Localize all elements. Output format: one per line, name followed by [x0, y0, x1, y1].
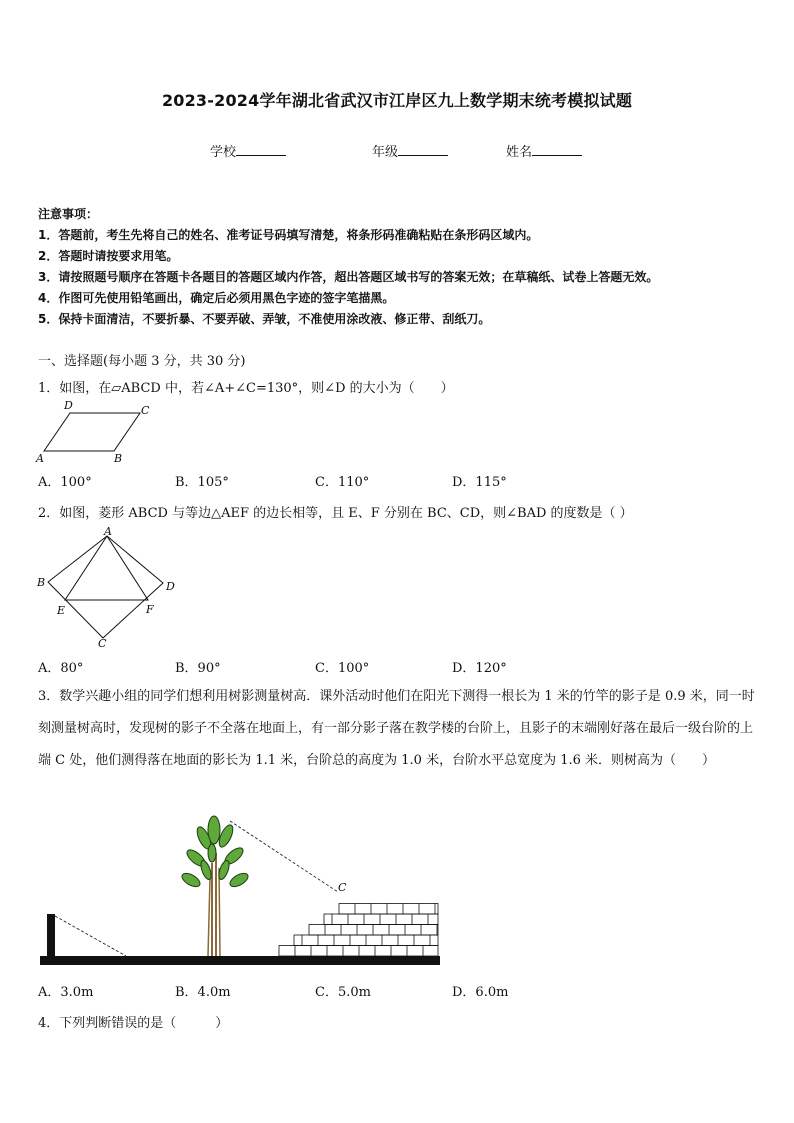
label-d: D: [166, 580, 175, 593]
option-d[interactable]: D．115°: [452, 475, 507, 490]
option-a[interactable]: A．3.0m: [38, 985, 94, 1000]
option-c[interactable]: C．5.0m: [315, 985, 371, 1000]
option-c[interactable]: C．110°: [315, 475, 370, 490]
label-a: A: [104, 526, 112, 538]
label-e: E: [57, 604, 66, 617]
staircase: [279, 904, 438, 957]
label-b: B: [37, 576, 46, 589]
rhombus-figure: [34, 526, 184, 650]
section-heading: 一、选择题(每小题 3 分，共 30 分): [38, 354, 246, 369]
name-field: [506, 141, 582, 160]
question-4-text: 4．下列判断错误的是（ ）: [38, 1016, 229, 1031]
note-item: 3．请按照题号顺序在答题卡各题目的答题区域内作答，超出答题区域书写的答案无效；在草稿纸、试卷上答题无效。: [38, 270, 659, 284]
school-blank: [236, 143, 286, 156]
label-a: A: [36, 452, 44, 464]
option-d[interactable]: D．120°: [452, 661, 507, 676]
question-2-text: 2．如图，菱形 ABCD 与等边△AEF 的边长相等，且 E、F 分别在 BC、CD，则∠BAD 的度数是（ ）: [38, 506, 633, 521]
ground: [40, 956, 440, 965]
triangle-aef: [65, 536, 148, 600]
grade-blank: [398, 143, 448, 156]
label-d: D: [64, 399, 73, 412]
option-a[interactable]: A．80°: [38, 661, 84, 676]
label-c: C: [98, 637, 107, 650]
option-c[interactable]: C．100°: [315, 661, 370, 676]
tree-shadow-ray: [230, 821, 338, 892]
question-1-text: 1．如图，在▱ABCD 中，若∠A+∠C=130°，则∠D 的大小为（ ）: [38, 381, 454, 396]
name-blank: [532, 143, 582, 156]
school-field: [210, 141, 286, 160]
question-3-text: 3．数学兴趣小组的同学们想利用树影测量树高．课外活动时他们在阳光下测得一根长为 1 米的竹竿的影子是 0.9 米，同一时刻测量树高时，发现树的影子不全落在地面上，有一部分影子落在教学楼的台阶上，且影子的末端刚好落在最后一级台阶的上端 C 处，他们测得落在地面的影长为 1.1 米，台阶总的高度为 1.0 米，台阶水平总宽度为 1.6 米．则树高为（ ）: [38, 689, 755, 768]
note-item: 2．答题时请按要求用笔。: [38, 249, 179, 263]
tree: [180, 816, 250, 956]
note-item: 1．答题前，考生先将自己的姓名、准考证号码填写清楚，将条形码准确粘贴在条形码区域内。: [38, 228, 539, 242]
option-a[interactable]: A．100°: [38, 475, 92, 490]
label-c: C: [141, 404, 150, 417]
option-b[interactable]: B．105°: [175, 475, 229, 490]
parallelogram-abcd: [44, 413, 140, 451]
page-title: 2023-2024学年湖北省武汉市江岸区九上数学期末统考模拟试题: [161, 91, 633, 110]
rhombus-abcd: [48, 536, 163, 638]
note-item: 4．作图可先使用铅笔画出，确定后必须用黑色字迹的签字笔描黑。: [38, 291, 395, 305]
parallelogram-figure: [34, 398, 154, 464]
notes-block: [38, 204, 658, 330]
label-b: B: [114, 452, 123, 464]
notes-heading: 注意事项：: [38, 207, 99, 221]
pole: [47, 914, 55, 957]
pole-shadow-ray: [55, 916, 126, 956]
tree-shadow-figure: [36, 808, 446, 972]
option-b[interactable]: B．90°: [175, 661, 221, 676]
label-c: C: [338, 881, 347, 894]
note-item: 5．保持卡面清洁，不要折暴、不要弄破、弄皱，不准使用涂改液、修正带、刮纸刀。: [38, 312, 491, 326]
label-f: F: [146, 603, 154, 616]
option-b[interactable]: B．4.0m: [175, 985, 231, 1000]
name-label: 姓名: [506, 145, 533, 160]
grade-field: [372, 141, 448, 160]
grade-label: 年级: [372, 145, 399, 160]
school-label: 学校: [210, 145, 237, 160]
option-d[interactable]: D．6.0m: [452, 985, 509, 1000]
